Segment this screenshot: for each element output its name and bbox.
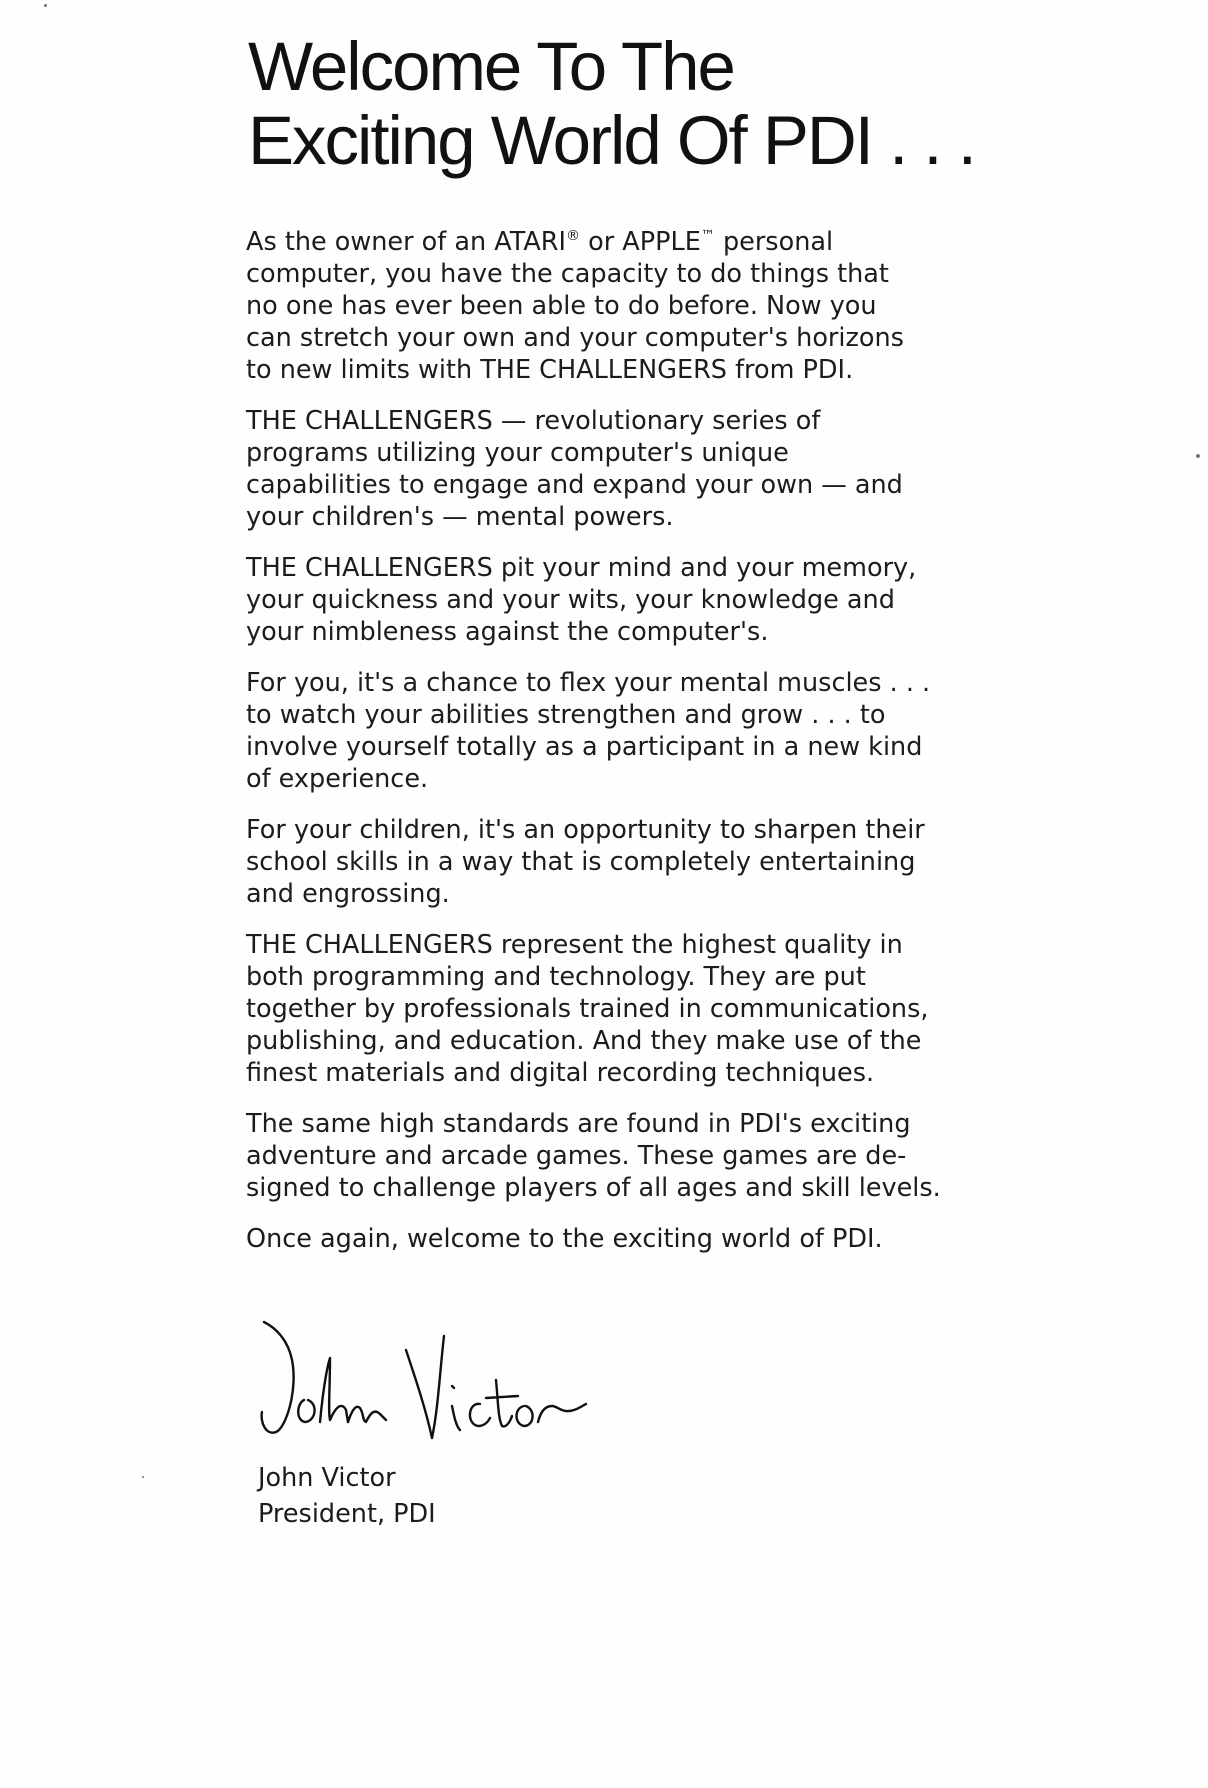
signer-position: President, PDI bbox=[258, 1499, 436, 1529]
paragraph bbox=[246, 814, 986, 910]
paragraph-line: your children's — mental powers. bbox=[246, 502, 674, 532]
page-title bbox=[248, 30, 1128, 178]
paragraph-list bbox=[246, 405, 986, 1255]
letter-body bbox=[246, 226, 986, 1274]
paragraph-line: adventure and arcade games. These games are de- bbox=[246, 1141, 907, 1171]
paragraph-line: your quickness and your wits, your knowledge and bbox=[246, 585, 895, 615]
paragraph-line: For your children, it's an opportunity to sharpen their bbox=[246, 815, 925, 845]
paragraph bbox=[246, 226, 986, 386]
paragraph-line: and engrossing. bbox=[246, 879, 450, 909]
paragraph bbox=[246, 1108, 986, 1204]
intro-text: or APPLE bbox=[580, 227, 701, 257]
paragraph-line: The same high standards are found in PDI's exciting bbox=[246, 1109, 911, 1139]
paragraph-line bbox=[246, 226, 986, 258]
signer-name: John Victor bbox=[258, 1463, 396, 1493]
paragraph bbox=[246, 667, 986, 795]
registered-mark: ® bbox=[566, 228, 581, 244]
paragraph-line: finest materials and digital recording techniques. bbox=[246, 1058, 875, 1088]
paragraph-line: school skills in a way that is completely entertaining bbox=[246, 847, 916, 877]
paragraph-line: programs utilizing your computer's unique bbox=[246, 438, 789, 468]
paragraph bbox=[246, 1223, 986, 1255]
paragraph-line: For you, it's a chance to flex your mental muscles . . . bbox=[246, 668, 931, 698]
paragraph-line: THE CHALLENGERS pit your mind and your memory, bbox=[246, 553, 917, 583]
paragraph-line: THE CHALLENGERS represent the highest quality in bbox=[246, 930, 903, 960]
paragraph-line: to new limits with THE CHALLENGERS from PDI. bbox=[246, 355, 854, 385]
intro-text: As the owner of an ATARI bbox=[246, 227, 567, 257]
paper-speck bbox=[142, 1476, 144, 1478]
paragraph-line: capabilities to engage and expand your own — and bbox=[246, 470, 903, 500]
paper-speck bbox=[44, 4, 47, 7]
intro-text: personal bbox=[714, 227, 834, 257]
paragraph-line: no one has ever been able to do before. Now you bbox=[246, 291, 877, 321]
paragraph bbox=[246, 552, 986, 648]
paragraph-line: publishing, and education. And they make use of the bbox=[246, 1026, 922, 1056]
paragraph-line: THE CHALLENGERS — revolutionary series of bbox=[246, 406, 821, 436]
paragraph bbox=[246, 405, 986, 533]
paragraph-line: signed to challenge players of all ages and skill levels. bbox=[246, 1173, 941, 1203]
paragraph-line: computer, you have the capacity to do things that bbox=[246, 259, 889, 289]
trademark-mark: ™ bbox=[700, 228, 715, 244]
signer-block bbox=[258, 1460, 436, 1532]
paper-speck bbox=[1196, 454, 1200, 458]
paragraph-line: can stretch your own and your computer's horizons bbox=[246, 323, 904, 353]
paragraph-line: to watch your abilities strengthen and grow . . . to bbox=[246, 700, 886, 730]
signature-drawing bbox=[256, 1310, 596, 1450]
signature bbox=[256, 1310, 596, 1450]
paragraph-line: involve yourself totally as a participant in a new kind bbox=[246, 732, 923, 762]
paragraph bbox=[246, 929, 986, 1089]
paragraph-line: Once again, welcome to the exciting world of PDI. bbox=[246, 1224, 883, 1254]
paragraph-line: both programming and technology. They are put bbox=[246, 962, 866, 992]
title-line-1: Welcome To The bbox=[248, 28, 734, 105]
paragraph-line: together by professionals trained in communications, bbox=[246, 994, 929, 1024]
paragraph-line: of experience. bbox=[246, 764, 429, 794]
paragraph-line: your nimbleness against the computer's. bbox=[246, 617, 769, 647]
title-line-2: Exciting World Of PDI . . . bbox=[248, 102, 975, 179]
